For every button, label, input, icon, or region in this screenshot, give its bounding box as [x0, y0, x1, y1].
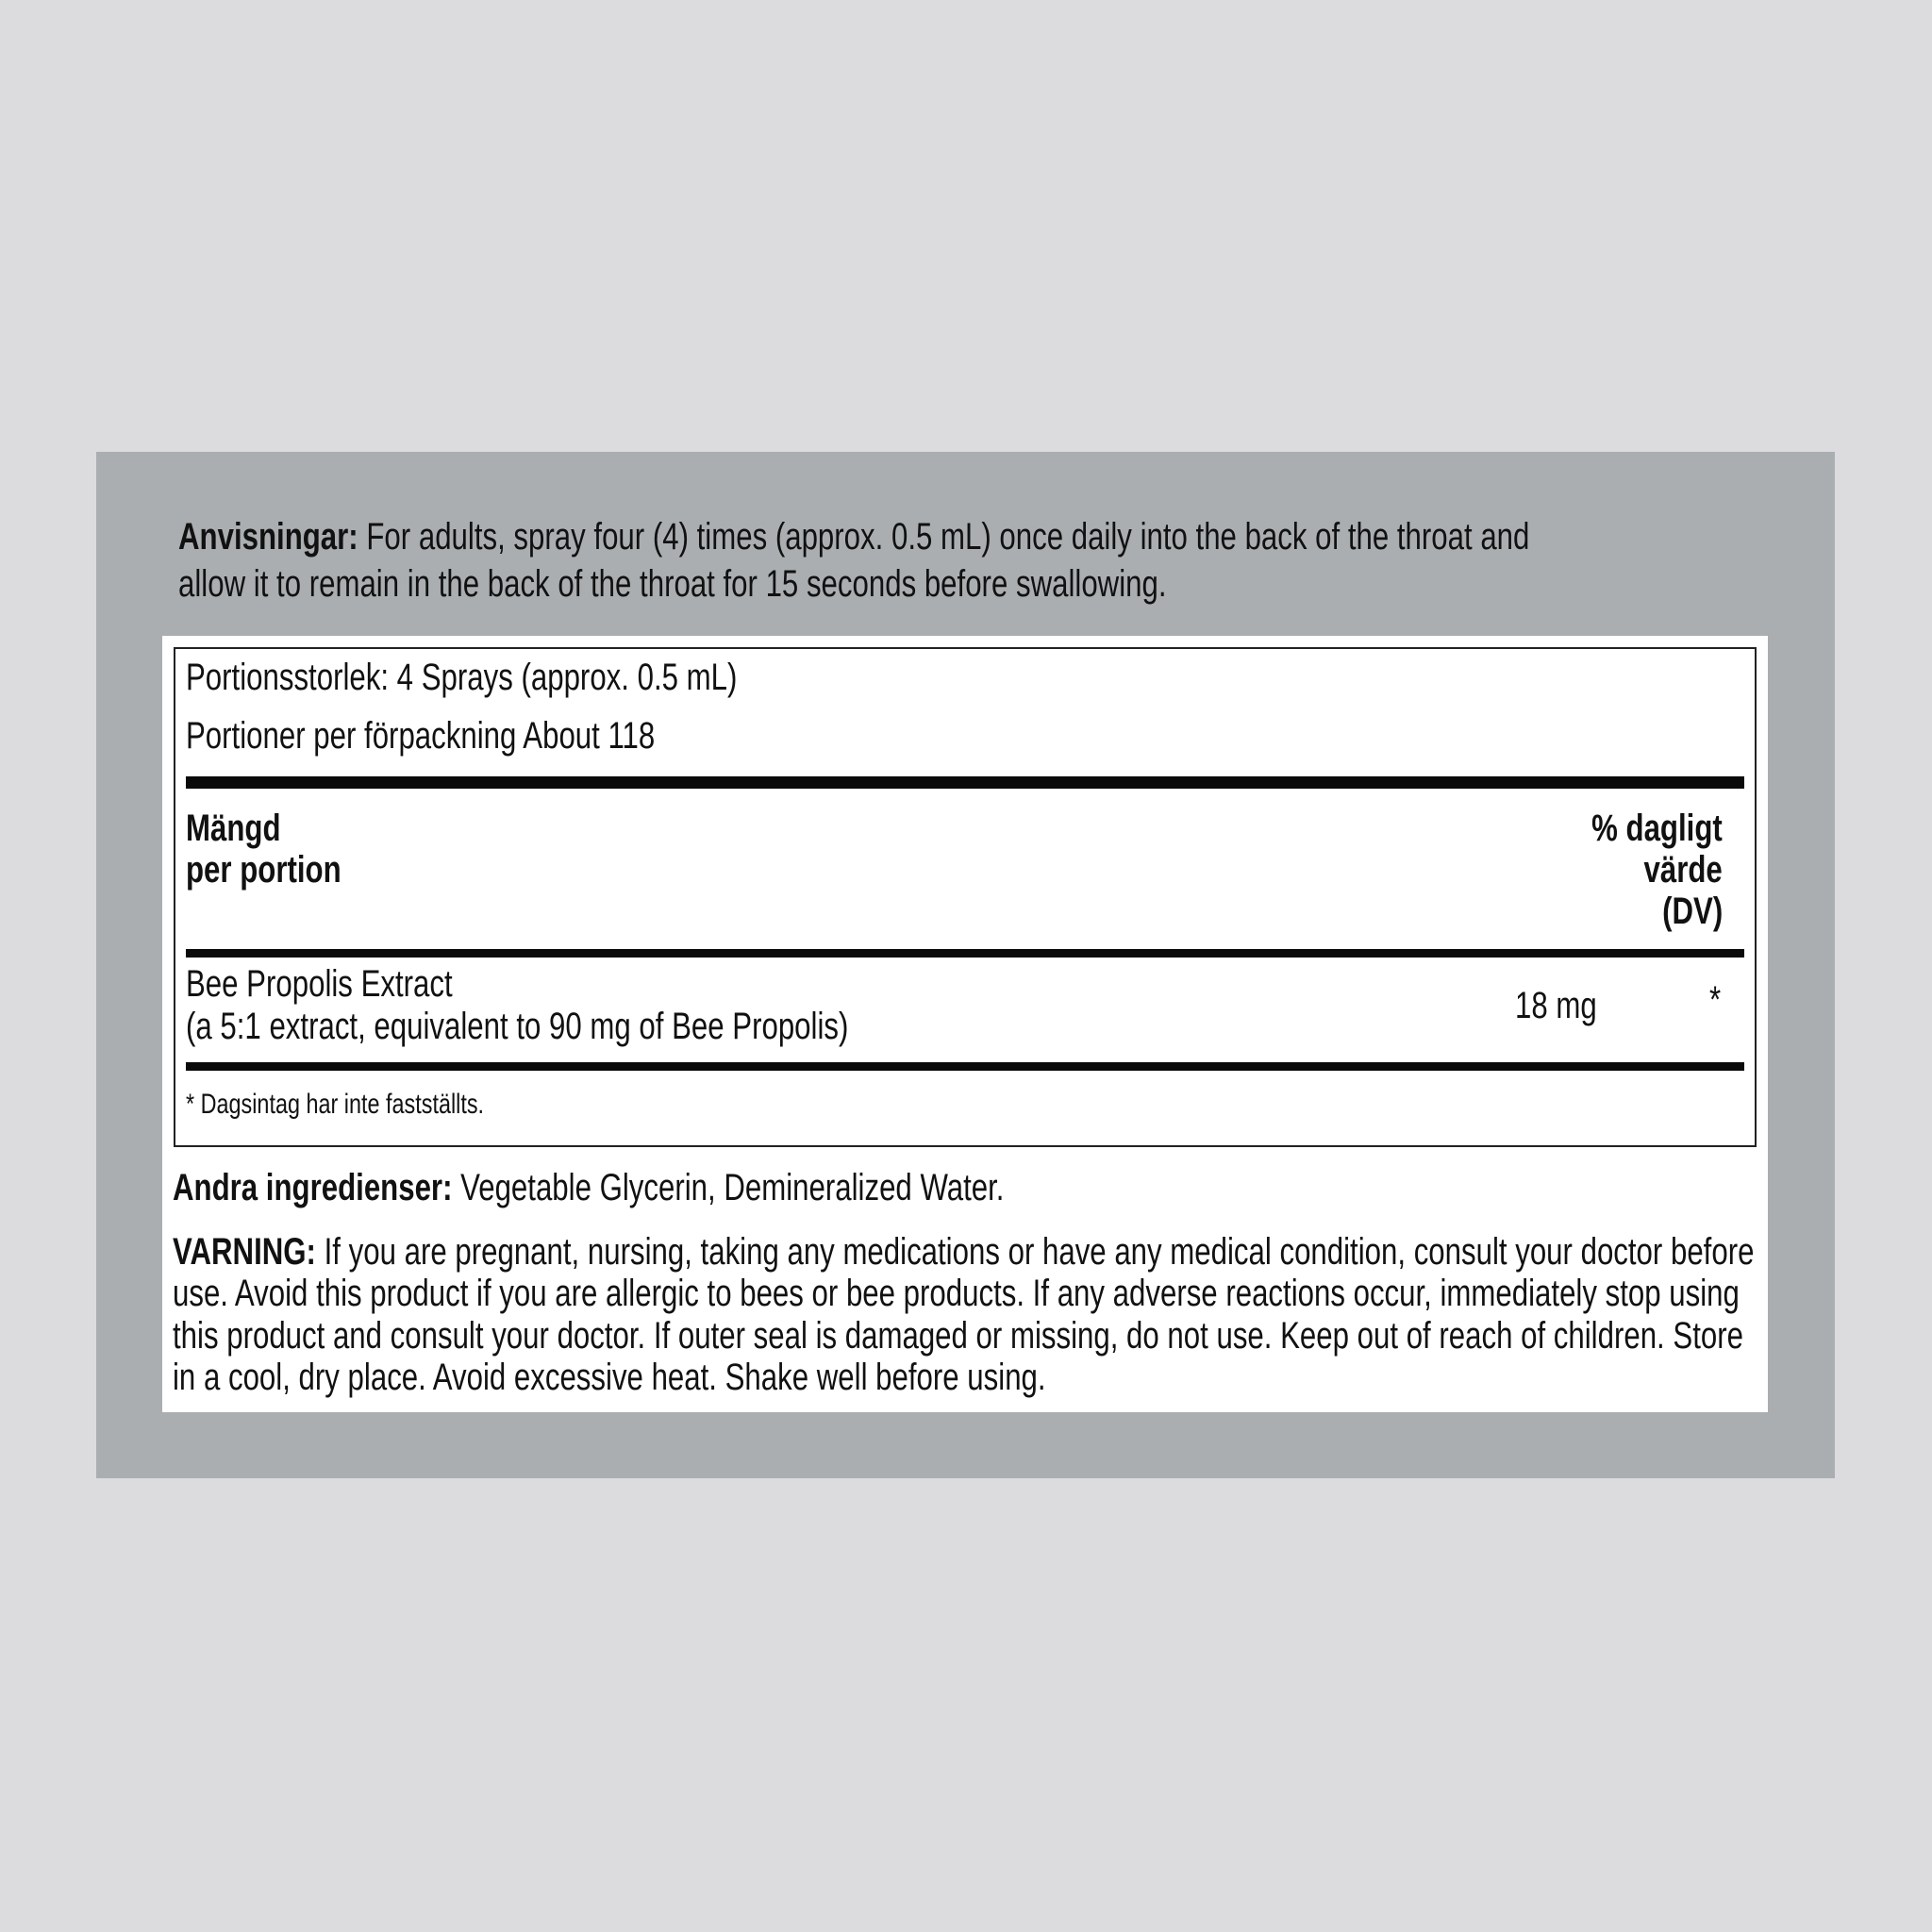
ingredient-note: (a 5:1 extract, equivalent to 90 mg of Bee Propolis)	[186, 1006, 849, 1047]
warning-line-1	[173, 1233, 1754, 1271]
warning-line-3: this product and consult your doctor. If outer seal is damaged or missing, do not use. Keep out of reach of children. Store	[173, 1315, 1743, 1357]
warning-line-2: use. Avoid this product if you are allergic to bees or bee products. If any adverse reactions occur, immediately stop using	[173, 1273, 1740, 1314]
directions-line-2: allow it to remain in the back of the throat for 15 seconds before swallowing.	[178, 563, 1167, 605]
ingredient-amount: 18 mg	[1515, 985, 1597, 1026]
footnote: * Dagsintag har inte fastställts.	[186, 1089, 485, 1120]
other-ingredients-text: Vegetable Glycerin, Demineralized Water.	[460, 1167, 1005, 1208]
directions-label: Anvisningar:	[178, 516, 358, 558]
ingredient-name: Bee Propolis Extract	[186, 963, 453, 1005]
dv-header-line-2: värde	[1643, 849, 1723, 891]
divider-bottom	[186, 1062, 1744, 1071]
other-ingredients	[173, 1169, 1004, 1207]
dv-header-line-1: % dagligt	[1591, 808, 1723, 849]
amount-header-line-1: Mängd	[186, 808, 281, 849]
thick-divider	[186, 776, 1744, 789]
dv-header-line-3: (DV)	[1661, 891, 1723, 932]
directions-text: For adults, spray four (4) times (approx. 0.5 mL) once daily into the back of the throat and	[366, 516, 1530, 558]
amount-header-line-2: per portion	[186, 849, 341, 891]
warning-text: If you are pregnant, nursing, taking any medications or have any medical condition, consult your doctor before	[324, 1231, 1755, 1273]
serving-size: Portionsstorlek: 4 Sprays (approx. 0.5 mL)	[186, 657, 738, 698]
ingredient-dv: *	[1709, 979, 1722, 1021]
servings-per-container: Portioner per förpackning About 118	[186, 715, 656, 757]
divider	[186, 949, 1744, 958]
directions-line-1	[178, 518, 1529, 556]
warning-line-4: in a cool, dry place. Avoid excessive heat. Shake well before using.	[173, 1357, 1046, 1398]
other-ingredients-label: Andra ingredienser:	[173, 1167, 453, 1208]
warning-label: VARNING:	[173, 1231, 316, 1273]
